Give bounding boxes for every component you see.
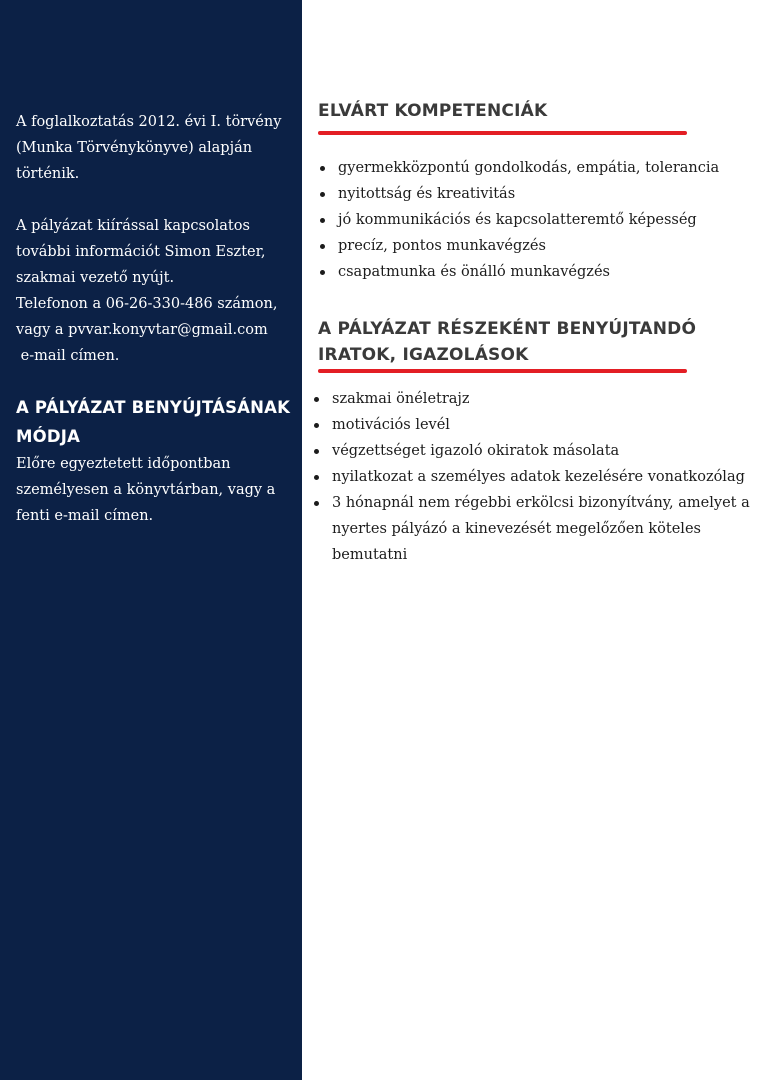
list-item: csapatmunka és önálló munkavégzés xyxy=(318,259,719,285)
submission-method-line: fenti e-mail címen. xyxy=(16,508,154,524)
bullet-icon xyxy=(320,166,325,171)
list-item: motivációs levél xyxy=(312,412,750,438)
bullet-icon xyxy=(320,270,325,275)
bullet-icon xyxy=(314,501,319,506)
contact-email-line: vagy a pvvar.konyvtar@gmail.com xyxy=(16,322,268,338)
bullet-icon xyxy=(314,397,319,402)
competencies-list xyxy=(318,155,719,285)
legal-basis-line: történik. xyxy=(16,166,80,182)
contact-phone-line: Telefonon a 06-26-330-486 számon, xyxy=(16,296,278,312)
contact-info-line: A pályázat kiírással kapcsolatos xyxy=(16,218,250,234)
list-item: gyermekközpontú gondolkodás, empátia, tolerancia xyxy=(318,155,719,181)
bullet-icon xyxy=(320,244,325,249)
bullet-icon xyxy=(320,218,325,223)
legal-basis-line: A foglalkoztatás 2012. évi I. törvény xyxy=(16,114,282,130)
list-item: jó kommunikációs és kapcsolatteremtő képesség xyxy=(318,207,719,233)
list-item: 3 hónapnál nem régebbi erkölcsi bizonyítvány, amelyet a nyertes pályázó a kinevezését megelőzően köteles bemutatni xyxy=(312,490,750,568)
sidebar-panel xyxy=(0,0,302,1080)
contact-info-line: további információt Simon Eszter, xyxy=(16,244,266,260)
list-item: precíz, pontos munkavégzés xyxy=(318,233,719,259)
list-item: végzettséget igazoló okiratok másolata xyxy=(312,438,750,464)
list-item: nyilatkozat a személyes adatok kezelésére vonatkozólag xyxy=(312,464,750,490)
legal-basis-paragraph xyxy=(16,109,298,187)
bullet-icon xyxy=(320,192,325,197)
submission-method-paragraph xyxy=(16,451,298,529)
contact-info-line: e-mail címen. xyxy=(16,348,120,364)
list-item: szakmai önéletrajz xyxy=(312,386,750,412)
documents-heading: A PÁLYÁZAT RÉSZEKÉNT BENYÚJTANDÓ IRATOK, IGAZOLÁSOK xyxy=(318,319,697,365)
list-item: nyitottság és kreativitás xyxy=(318,181,719,207)
bullet-icon xyxy=(314,449,319,454)
documents-list xyxy=(312,386,750,568)
legal-basis-line: (Munka Törvénykönyve) alapján xyxy=(16,140,253,156)
contact-info-line: szakmai vezető nyújt. xyxy=(16,270,175,286)
bullet-icon xyxy=(314,475,319,480)
main-content xyxy=(302,0,763,1080)
bullet-icon xyxy=(314,423,319,428)
contact-info-paragraph xyxy=(16,213,298,369)
documents-divider xyxy=(318,369,687,373)
competencies-divider xyxy=(318,131,687,135)
submission-method-line: személyesen a könyvtárban, vagy a xyxy=(16,482,276,498)
submission-method-line: Előre egyeztetett időpontban xyxy=(16,456,231,472)
competencies-heading: ELVÁRT KOMPETENCIÁK xyxy=(318,101,548,121)
submission-method-heading: A PÁLYÁZAT BENYÚJTÁSÁNAK MÓDJA xyxy=(16,398,291,446)
